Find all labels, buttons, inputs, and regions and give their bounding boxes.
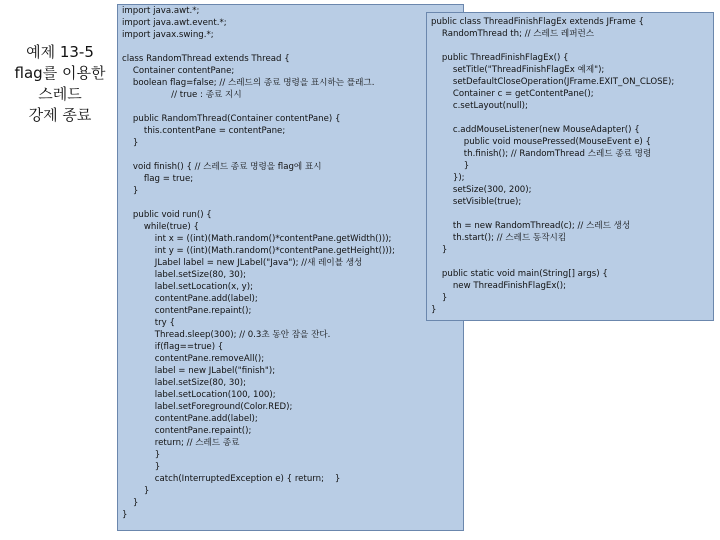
code-line: label.setLocation(100, 100);: [122, 390, 276, 400]
code-line: }: [122, 138, 139, 148]
code-line: [122, 197, 463, 209]
code-line: if(flag==true) {: [122, 342, 224, 352]
code-line: class RandomThread extends Thread {: [122, 54, 290, 64]
code-line: public ThreadFinishFlagEx() {: [431, 53, 569, 63]
code-box-random-thread: [117, 4, 464, 531]
code-line: }: [122, 498, 139, 508]
code-line: }: [431, 245, 448, 255]
code-line: Container c = getContentPane();: [431, 89, 594, 99]
code-line: JLabel label = new JLabel("Java"); //새 레이블 생성: [122, 258, 363, 268]
code-line: [122, 101, 463, 113]
slide-title-line: 예제 13-5: [26, 43, 94, 61]
code-line: return; // 스레드 종료: [122, 438, 240, 448]
code-line: label = new JLabel("finish");: [122, 366, 276, 376]
code-line: th.start(); // 스레드 동작시킴: [431, 233, 567, 243]
code-line: setDefaultCloseOperation(JFrame.EXIT_ON_CLOSE);: [431, 77, 675, 87]
code-line: contentPane.add(label);: [122, 414, 258, 424]
code-box-main-frame: [426, 12, 714, 321]
code-line: }: [122, 462, 161, 472]
code-line: }: [431, 305, 437, 315]
code-line: }: [122, 486, 150, 496]
code-line: Thread.sleep(300); // 0.3초 동안 잠을 잔다.: [122, 330, 331, 340]
code-line: [431, 40, 713, 52]
code-line: [431, 256, 713, 268]
code-line: RandomThread th; // 스레드 레퍼런스: [431, 29, 595, 39]
code-line: }: [122, 450, 161, 460]
code-line: th = new RandomThread(c); // 스레드 생성: [431, 221, 631, 231]
code-line: label.setLocation(x, y);: [122, 282, 254, 292]
code-line: try {: [122, 318, 175, 328]
code-line: th.finish(); // RandomThread 스레드 종료 명령: [431, 149, 652, 159]
code-line: }: [431, 293, 448, 303]
code-line: public static void main(String[] args) {: [431, 269, 608, 279]
code-line: label.setSize(80, 30);: [122, 270, 247, 280]
code-line: public RandomThread(Container contentPane) {: [122, 114, 341, 124]
code-line: this.contentPane = contentPane;: [122, 126, 286, 136]
slide-title-line: flag를 이용한: [14, 64, 106, 82]
code-line: }: [431, 161, 470, 171]
code-line: new ThreadFinishFlagEx();: [431, 281, 567, 291]
code-line: while(true) {: [122, 222, 199, 232]
code-line: [122, 149, 463, 161]
code-line: public void run() {: [122, 210, 212, 220]
code-line: contentPane.add(label);: [122, 294, 258, 304]
code-line: catch(InterruptedException e) { return; }: [122, 474, 341, 484]
code-line: public void mousePressed(MouseEvent e) {: [431, 137, 651, 147]
code-line: c.setLayout(null);: [431, 101, 528, 111]
code-line: setSize(300, 200);: [431, 185, 532, 195]
slide-title-line: 스레드: [38, 85, 82, 103]
code-line: [122, 41, 463, 53]
code-line: import java.awt.*;: [122, 6, 200, 16]
code-line: boolean flag=false; // 스레드의 종료 명령을 표시하는 플래그.: [122, 78, 375, 88]
code-line: [431, 208, 713, 220]
code-line: setVisible(true);: [431, 197, 522, 207]
code-line: }: [122, 186, 139, 196]
code-line: int y = ((int)(Math.random()*contentPane.getHeight()));: [122, 246, 395, 256]
code-line: });: [431, 173, 465, 183]
code-line: contentPane.removeAll();: [122, 354, 265, 364]
code-line: // true : 종료 지시: [122, 90, 242, 100]
code-line: contentPane.repaint();: [122, 426, 252, 436]
code-line: flag = true;: [122, 174, 194, 184]
slide-title-line: 강제 종료: [28, 106, 92, 124]
code-line: void finish() { // 스레드 종료 명령을 flag에 표시: [122, 162, 322, 172]
code-line: label.setSize(80, 30);: [122, 378, 247, 388]
code-line: }: [122, 510, 128, 520]
code-line: c.addMouseListener(new MouseAdapter() {: [431, 125, 640, 135]
slide-title: [4, 42, 116, 126]
code-line: setTitle("ThreadFinishFlagEx 예제");: [431, 65, 605, 75]
code-line: [431, 112, 713, 124]
code-line: contentPane.repaint();: [122, 306, 252, 316]
code-line: Container contentPane;: [122, 66, 235, 76]
code-line: int x = ((int)(Math.random()*contentPane.getWidth()));: [122, 234, 392, 244]
code-line: public class ThreadFinishFlagEx extends JFrame {: [431, 17, 644, 27]
code-line: import java.awt.event.*;: [122, 18, 227, 28]
code-line: label.setForeground(Color.RED);: [122, 402, 293, 412]
code-line: import javax.swing.*;: [122, 30, 214, 40]
